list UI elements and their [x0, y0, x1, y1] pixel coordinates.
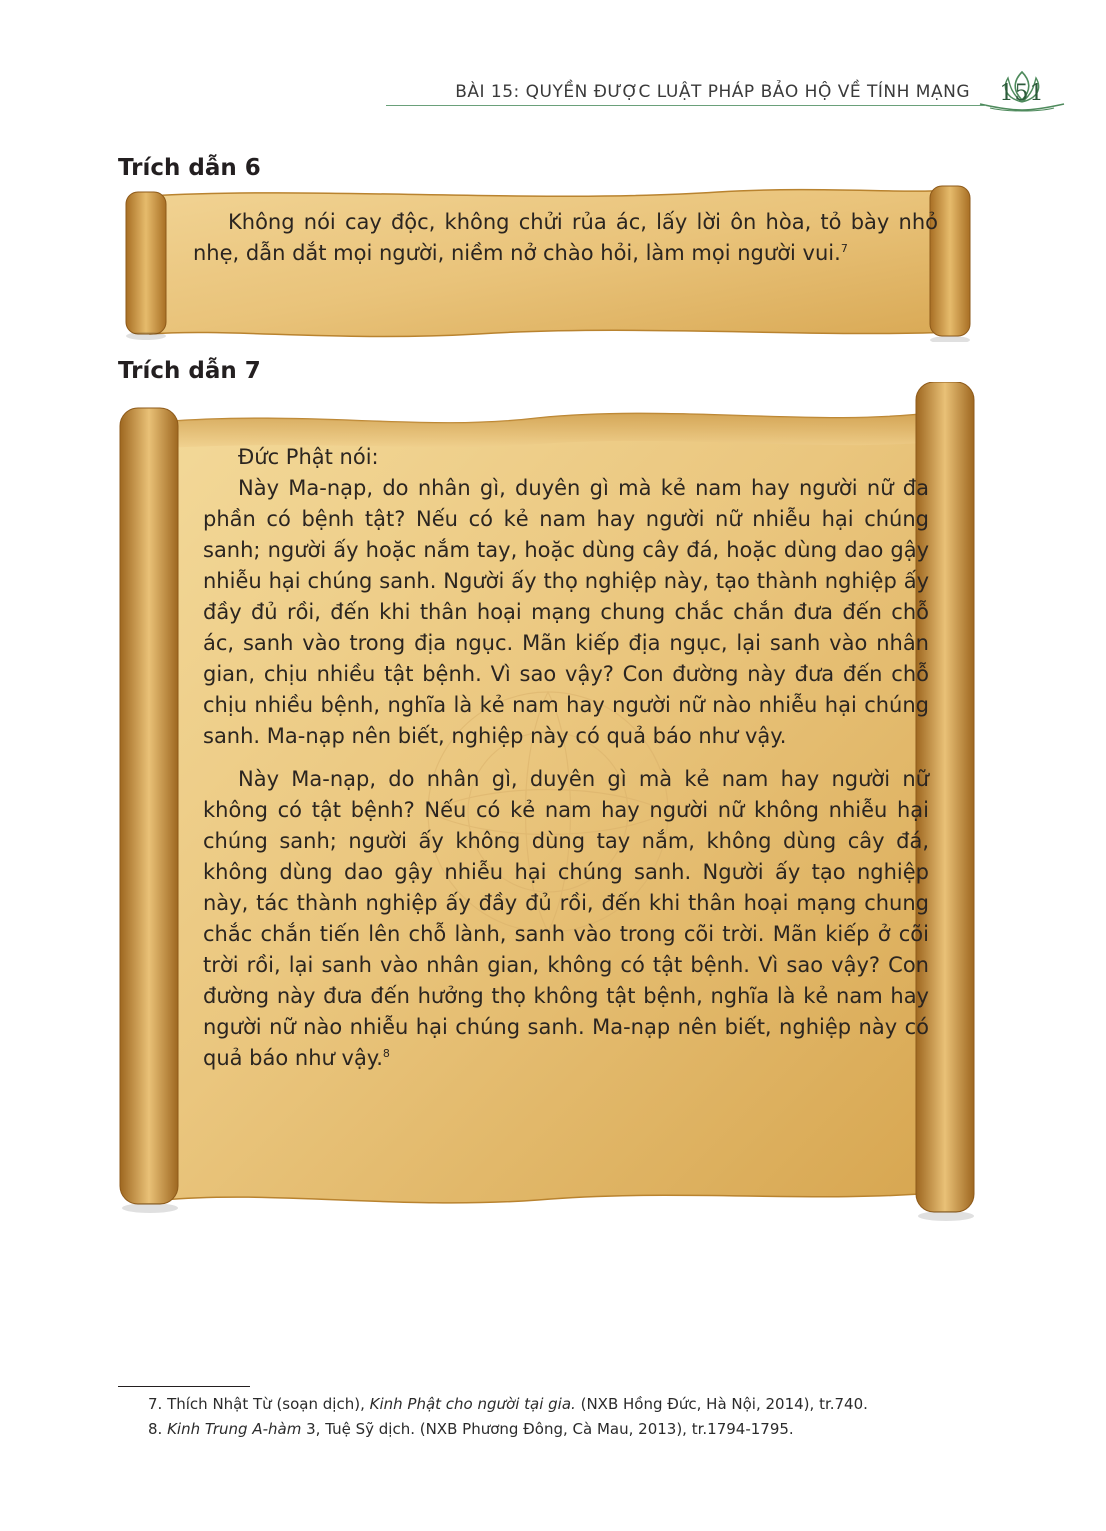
footnote-7: [148, 1392, 1048, 1417]
quote7-intro: Đức Phật nói:: [238, 445, 379, 469]
footnotes: [148, 1392, 1048, 1442]
footnote-source: 3, Tuệ Sỹ dịch. (NXB Phương Đông, Cà Mau, 2013), tr.1794-1795.: [306, 1420, 794, 1438]
footnote-number: 7.: [148, 1395, 163, 1413]
quote7-paragraph-1: Này Ma-nạp, do nhân gì, duyên gì mà kẻ nam hay người nữ đa phần có bệnh tật? Nếu có kẻ nam hay người nữ nhiễu hại chúng sanh; người ấy hoặc nắm tay, hoặc dùng cây đá, hoặc dùng dao gậy nhiễu hại chúng sanh. Người ấy thọ nghiệp này, tạo thành nghiệp ấy đầy đủ rồi, đến khi thân hoại mạng chung chắc chắn đưa đến chỗ ác, sanh vào trong địa ngục. Mãn kiếp địa ngục, lại sanh vào nhân gian, chịu nhiều tật bệnh. Vì sao vậy? Con đường này đưa đến chỗ chịu nhiều bệnh, nghĩa là kẻ nam hay người nữ nào nhiễu hại chúng sanh. Ma-nạp nên biết, nghiệp này có quả báo như vậy.: [203, 476, 929, 748]
quote6-scroll: [118, 182, 978, 342]
quote7-text: [203, 442, 929, 1074]
page-number: 151: [999, 81, 1045, 106]
footnote-8: [148, 1417, 1048, 1442]
page-number-badge: [978, 70, 1066, 114]
quote7-heading: Trích dẫn 7: [118, 358, 261, 384]
footnote-divider: [118, 1386, 250, 1387]
footnote-ref-7: 7: [840, 242, 848, 255]
quote6-text: [193, 207, 938, 269]
quote7-scroll: [118, 382, 980, 1222]
quote6-body: Không nói cay độc, không chửi rủa ác, lấy lời ôn hòa, tỏ bày nhỏ nhẹ, dẫn dắt mọi người, niềm nở chào hỏi, làm mọi người vui.: [193, 210, 938, 265]
quote6-heading: Trích dẫn 6: [118, 155, 261, 181]
footnote-title: Kinh Phật cho người tại gia.: [369, 1395, 576, 1413]
quote7-paragraph-2: Này Ma-nạp, do nhân gì, duyên gì mà kẻ nam hay người nữ không có tật bệnh? Nếu có kẻ nam hay người nữ không nhiễu hại chúng sanh; người ấy không dùng tay nắm, không dùng cây đá, không dùng dao gậy nhiễu hại chúng sanh. Người ấy tạo nghiệp này, tác thành nghiệp ấy đầy đủ rồi, đến khi thân hoại mạng chung chắc chắn tiến lên chỗ lành, sanh vào trong cõi trời. Mãn kiếp ở cõi trời rồi, lại sanh vào nhân gian, không có tật bệnh. Vì sao vậy? Con đường này đưa đến hưởng thọ không tật bệnh, nghĩa là kẻ nam hay người nữ nào nhiễu hại chúng sanh. Ma-nạp nên biết, nghiệp này có quả báo như vậy.: [203, 767, 929, 1070]
footnote-number: 8.: [148, 1420, 163, 1438]
lesson-title: BÀI 15: QUYỀN ĐƯỢC LUẬT PHÁP BẢO HỘ VỀ TÍNH MẠNG: [455, 82, 970, 102]
page-header: [366, 72, 1066, 112]
header-divider: [386, 105, 986, 106]
footnote-author: Thích Nhật Từ (soạn dịch),: [167, 1395, 365, 1413]
footnote-source: (NXB Hồng Đức, Hà Nội, 2014), tr.740.: [580, 1395, 868, 1413]
footnote-ref-8: 8: [382, 1047, 390, 1060]
footnote-title: Kinh Trung A-hàm: [167, 1420, 302, 1438]
